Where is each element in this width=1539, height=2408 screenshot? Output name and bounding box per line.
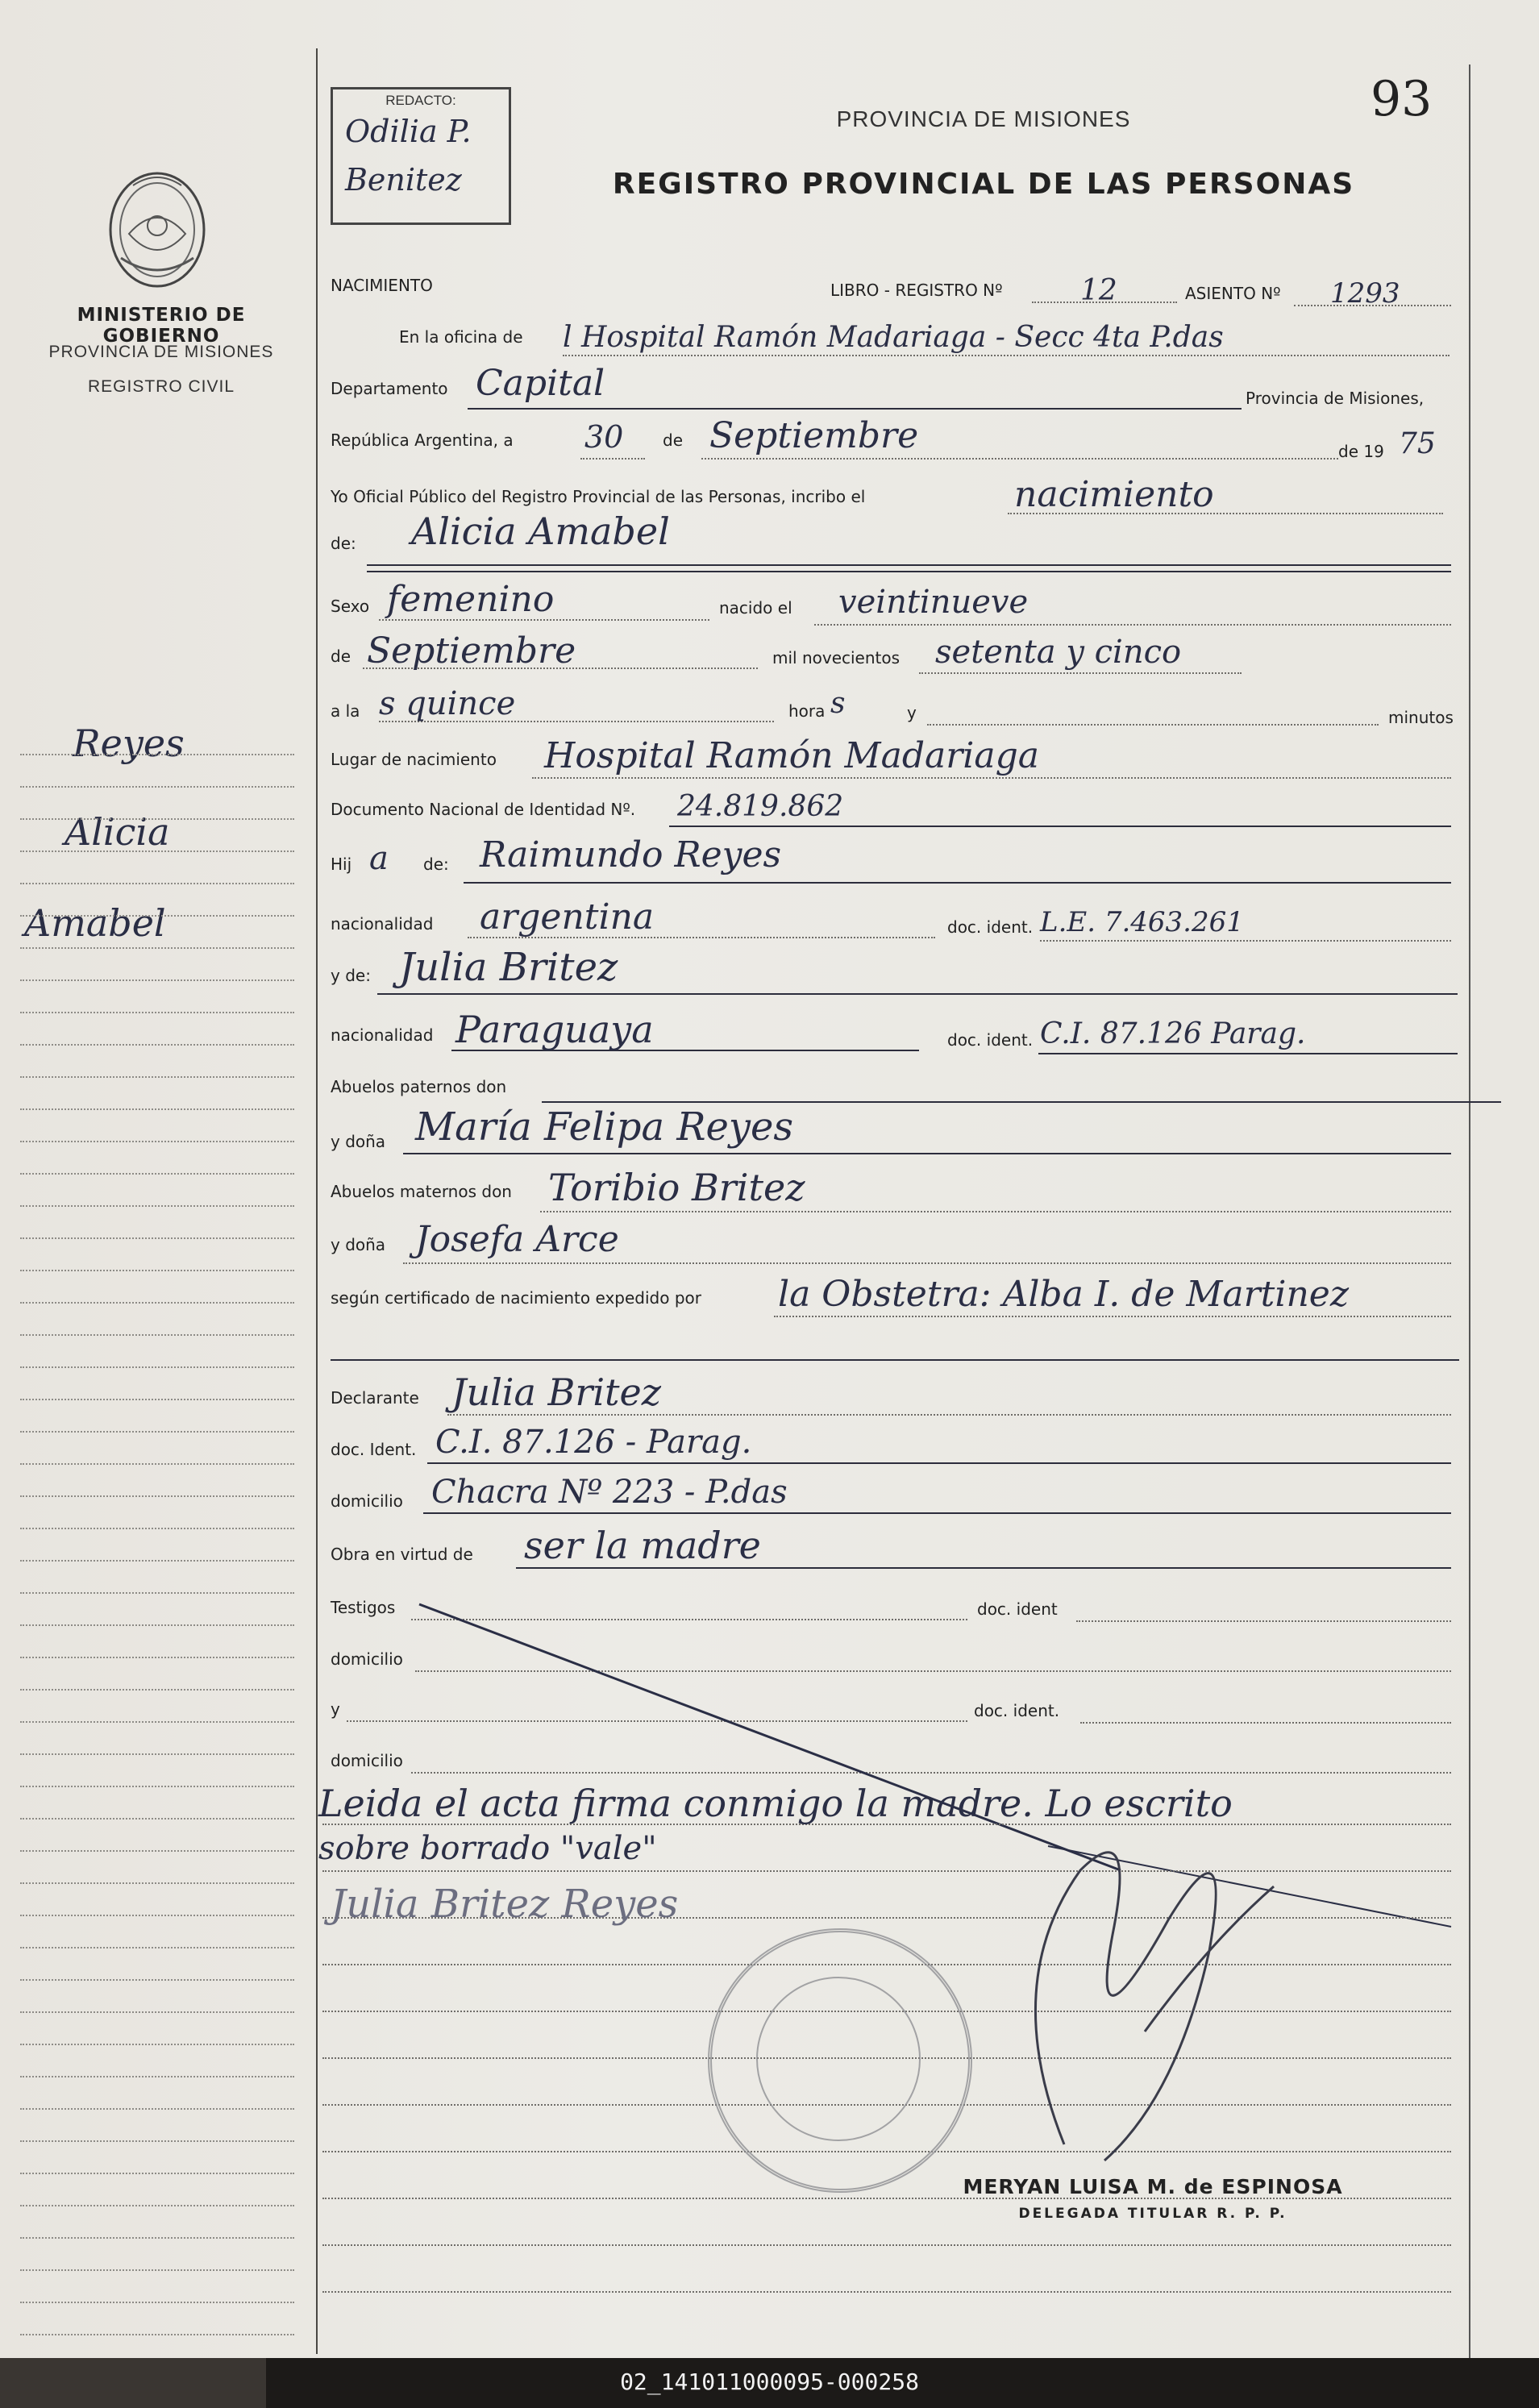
docident-label: doc. Ident.	[331, 1440, 417, 1459]
mes-value: Septiembre	[709, 415, 919, 456]
cert-label: según certificado de nacimiento expedido por	[331, 1288, 701, 1308]
domicilio-value: Chacra Nº 223 - P.das	[431, 1474, 788, 1511]
declarante-label: Declarante	[331, 1388, 419, 1408]
obra-label: Obra en virtud de	[331, 1545, 473, 1564]
page-number: 93	[1371, 71, 1433, 127]
departamento-label: Departamento	[331, 379, 448, 398]
nac2-value: Paraguaya	[455, 1008, 654, 1051]
closing-ruled-line	[322, 2291, 1451, 2293]
mes2-value: Septiembre	[367, 630, 576, 672]
acto-value: nacimiento	[1014, 474, 1214, 515]
domicilio3-label: domicilio	[331, 1751, 403, 1770]
oficina-label: En la oficina de	[399, 327, 523, 347]
ab-mat-dona-value: Josefa Arce	[415, 1219, 619, 1260]
ydona1-label: y doña	[331, 1132, 386, 1151]
domicilio-label: domicilio	[331, 1491, 403, 1511]
lugar-value: Hospital Ramón Madariaga	[544, 735, 1039, 776]
margin-registry: REGISTRO CIVIL	[87, 377, 235, 396]
closing-line2: sobre borrado "vale"	[318, 1830, 657, 1867]
doc2-label: doc. ident.	[947, 1030, 1034, 1050]
anio-value: 75	[1399, 427, 1436, 460]
margin-note-surname: Reyes	[73, 722, 185, 765]
nac2-label: nacionalidad	[331, 1025, 434, 1045]
redacto-name-line2: Benitez	[345, 162, 462, 198]
margin-province: PROVINCIA DE MISIONES	[48, 343, 274, 361]
mil-value: setenta y cinco	[935, 634, 1182, 671]
sexo-label: Sexo	[331, 597, 370, 616]
obra-value: ser la madre	[524, 1524, 761, 1567]
official-round-stamp	[708, 1928, 972, 2193]
sexo-value: femenino	[387, 579, 555, 620]
ab-pat-dona-value: María Felipa Reyes	[415, 1104, 794, 1150]
hij-label: Hij	[331, 855, 352, 874]
ab-pat-label: Abuelos paternos don	[331, 1077, 507, 1096]
doc1-value: L.E. 7.463.261	[1040, 906, 1244, 938]
ydona2-label: y doña	[331, 1235, 386, 1254]
departamento-value: Capital	[476, 363, 605, 404]
dni-label: Documento Nacional de Identidad Nº.	[331, 800, 636, 819]
doc2-value: C.I. 87.126 Parag.	[1040, 1017, 1306, 1050]
padre-value: Raimundo Reyes	[480, 834, 782, 875]
provincia-suffix: Provincia de Misiones,	[1246, 389, 1425, 408]
asiento-label: ASIENTO Nº	[1185, 284, 1281, 303]
redacto-label: REDACTO:	[385, 93, 456, 108]
mil-label: mil novecientos	[772, 648, 901, 668]
header-title: REGISTRO PROVINCIAL DE LAS PERSONAS	[612, 168, 1355, 201]
cert-value: la Obstetra: Alba I. de Martinez	[778, 1274, 1349, 1315]
y2-label: y	[331, 1699, 340, 1719]
dia-value: 30	[584, 419, 624, 455]
nacimiento-label: NACIMIENTO	[331, 276, 433, 295]
doc3-label: doc. ident.	[974, 1701, 1060, 1720]
footer-image-id: 02_141011000095-000258	[620, 2368, 919, 2395]
alas-label: a la	[331, 701, 360, 721]
de3-label: de	[331, 647, 351, 666]
doc1-label: doc. ident.	[947, 917, 1034, 937]
anio-label: de 19	[1338, 442, 1384, 461]
dni-value: 24.819.862	[677, 790, 844, 823]
closing-line1: Leida el acta firma conmigo la madre. Lo escrito	[318, 1782, 1233, 1825]
nac1-label: nacionalidad	[331, 914, 434, 934]
official-signature-scribble	[967, 1822, 1306, 2177]
docident-value: C.I. 87.126 - Parag.	[435, 1424, 752, 1461]
republica-label: República Argentina, a	[331, 430, 514, 450]
minutos-label: minutos	[1388, 708, 1454, 727]
libro-label: LIBRO - REGISTRO Nº	[830, 281, 1003, 300]
margin-note-name2: Amabel	[24, 901, 166, 945]
official-label: Yo Oficial Público del Registro Provincial de las Personas, incribo el	[331, 487, 866, 506]
closing-ruled-line	[322, 2244, 1451, 2246]
header-province: PROVINCIA DE MISIONES	[836, 106, 1131, 131]
madre-value: Julia Britez	[399, 945, 618, 990]
de-label: de	[663, 430, 683, 450]
y-label: y	[907, 703, 917, 722]
ministry-title: MINISTERIO DE GOBIERNO	[77, 305, 246, 347]
nacido-value: veintinueve	[838, 584, 1029, 621]
declarante-value: Julia Britez	[451, 1370, 661, 1414]
hora-value: s	[830, 687, 846, 720]
oficina-value: l Hospital Ramón Madariaga - Secc 4ta P.das	[563, 321, 1224, 354]
ab-mat-label: Abuelos maternos don	[331, 1182, 512, 1201]
redacto-name-line1: Odilia P.	[345, 114, 472, 149]
asiento-value: 1293	[1330, 277, 1400, 310]
hora-label: hora	[788, 701, 826, 721]
official-title: DELEGADA TITULAR R. P. P.	[1018, 2206, 1287, 2222]
official-name: MERYAN LUISA M. de ESPINOSA	[963, 2175, 1343, 2198]
domicilio2-label: domicilio	[331, 1649, 403, 1669]
mother-signature: Julia Britez Reyes	[331, 1882, 679, 1927]
nacido-label: nacido el	[719, 598, 792, 618]
margin-note-name1: Alicia	[64, 810, 170, 854]
nombre-value: Alicia Amabel	[411, 509, 670, 553]
alas-value: s quince	[379, 685, 516, 722]
stamp-inner-ring	[756, 1977, 921, 2141]
nac1-value: argentina	[480, 896, 655, 938]
hij-de-label: de:	[423, 855, 449, 874]
yde-label: y de:	[331, 966, 371, 985]
hij-suffix: a	[369, 840, 389, 877]
testigos-label: Testigos	[331, 1598, 396, 1617]
libro-value: 12	[1080, 274, 1117, 307]
testigos-doc-label: doc. ident	[977, 1599, 1058, 1619]
de2-label: de:	[331, 534, 356, 553]
ab-mat-value: Toribio Britez	[548, 1166, 805, 1209]
lugar-label: Lugar de nacimiento	[331, 750, 497, 769]
